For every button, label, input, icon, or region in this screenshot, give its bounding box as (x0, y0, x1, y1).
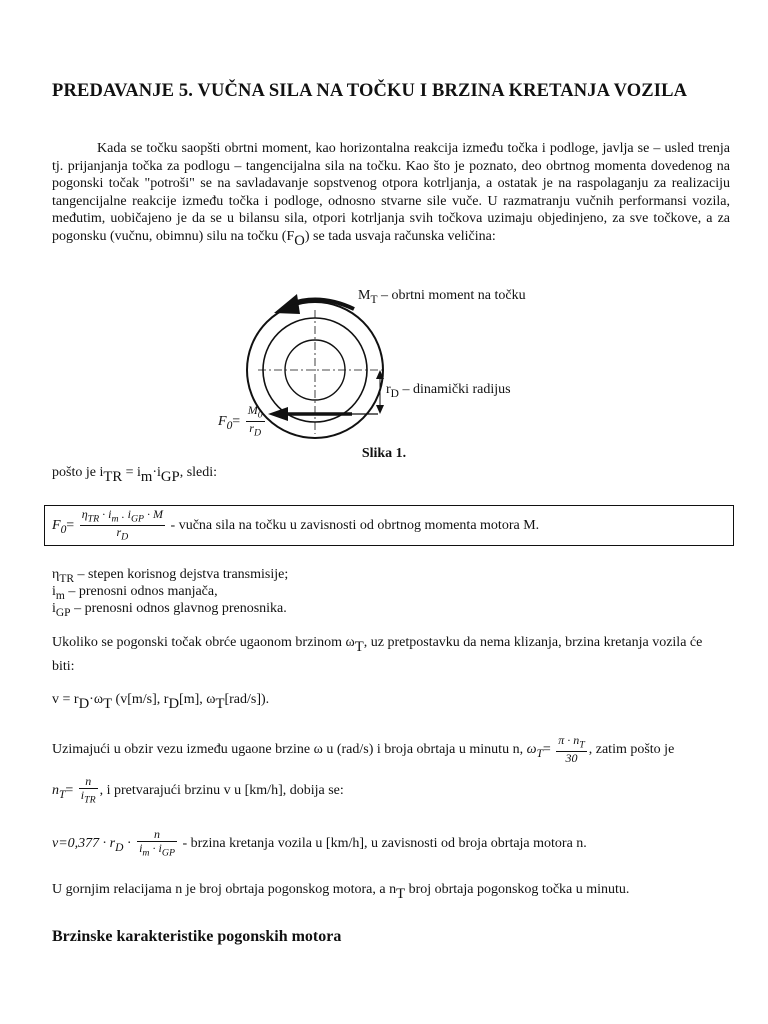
legend-igp-text: – prenosni odnos glavnog prenosnika. (70, 601, 287, 616)
uzimajuci-omega: ω (526, 741, 537, 757)
legend-eta (52, 567, 288, 585)
f0-figure-formula (218, 404, 267, 440)
v2-den-igp-sub: GP (161, 847, 175, 859)
box-igp-sub: GP (130, 513, 145, 525)
nt-den: i (80, 788, 85, 802)
uzimajuci-equals: = (542, 741, 551, 757)
radius-arrowhead-bottom (376, 405, 384, 414)
v-text-3: (v[m/s], r (112, 692, 169, 707)
v-text-4: [m], ω (179, 692, 216, 707)
figure-caption: Slika 1. (361, 446, 407, 461)
v2-num: n (137, 828, 177, 842)
v2-den-im-sub: m (142, 847, 150, 859)
legend-im-symbol: i (52, 584, 56, 599)
uzimajuci-num: π · n (558, 733, 580, 747)
force-arrowhead (268, 407, 288, 421)
mt-label (358, 288, 526, 306)
uzimajuci-omega-sub: T (536, 747, 543, 760)
rd-label (386, 382, 511, 400)
box-eta: η (81, 507, 88, 521)
v-text-1: v = r (52, 692, 79, 707)
f0-numerator-sub: 0 (257, 409, 263, 421)
rd-symbol: r (386, 382, 391, 397)
box-im: · i (99, 507, 112, 521)
nt-equals: = (65, 782, 74, 798)
posto-sub-3: GP (160, 469, 180, 486)
intro-text-2: ) se tada usvaja računska veličina: (304, 228, 496, 244)
legend-igp-sub: GP (55, 607, 71, 620)
nt-symbol: n (52, 782, 59, 798)
nt-fraction (79, 775, 98, 806)
ukoliko-line-2: biti: (52, 659, 75, 674)
nt-sub: T (59, 788, 66, 801)
f0-subscript: 0 (226, 420, 233, 433)
f0-equals: = (232, 414, 241, 430)
ukoliko-sub: T (354, 639, 364, 656)
ukoliko-text-2: , uz pretpostavku da nema klizanja, brzina kretanja vozila će (363, 635, 703, 650)
v-formula (52, 692, 269, 713)
legend-eta-symbol: η (52, 567, 60, 582)
v2-dot: · (123, 835, 136, 851)
box-rd-sub: D (121, 531, 129, 543)
v-kmh-formula (52, 828, 587, 859)
v2-lhs-sub: D (115, 841, 124, 854)
v2-den-im: i (139, 841, 143, 855)
legend-eta-sub: TR (59, 573, 74, 586)
uzimajuci-num-sub: T (579, 739, 585, 751)
gornjim-text-1: U gornjim relacijama n je broj obrtaja pogonskog motora, a n (52, 882, 397, 897)
page-title: PREDAVANJE 5. VUČNA SILA NA TOČKU I BRZINA KRETANJA VOZILA (52, 81, 688, 101)
gornjim-text-2: broj obrtaja pogonskog točka u minutu. (405, 882, 630, 897)
nt-den-sub: TR (84, 794, 96, 806)
gornjim-sub: T (396, 886, 406, 903)
legend-im-text: – prenosni odnos manjača, (64, 584, 218, 599)
posto-line (52, 465, 217, 486)
v2-fraction (137, 828, 177, 859)
posto-text-3: ·i (152, 465, 161, 480)
v2-den-igp: · i (149, 841, 162, 855)
v2-text: - brzina kretanja vozila u [km/h], u zavisnosti od broja obrtaja motora n. (178, 835, 587, 851)
v-text-2: ·ω (89, 692, 104, 707)
posto-sub-2: m (140, 469, 153, 486)
intro-paragraph (52, 140, 730, 251)
uzimajuci-text-2: , zatim pošto je (588, 741, 675, 757)
legend-im (52, 584, 218, 602)
v-sub-2: T (103, 696, 113, 713)
uzimajuci-text-1: Uzimajući u obzir vezu između ugaone brzine ω u (rad/s) i broja obrtaja u minutu n, (52, 741, 527, 757)
box-f-symbol: F (52, 518, 61, 534)
f0-fraction (246, 404, 265, 440)
rd-subscript: D (390, 388, 399, 401)
ukoliko-text-1: Ukoliko se pogonski točak obrće ugaonom brzinom ω (52, 635, 355, 650)
box-f-sub: 0 (60, 524, 67, 537)
traction-force-formula (52, 508, 539, 544)
mt-symbol: M (358, 288, 371, 303)
v-sub-3: D (168, 696, 180, 713)
v-sub-1: D (78, 696, 90, 713)
posto-text-2: = i (122, 465, 141, 480)
uzimajuci-den: 30 (565, 751, 578, 766)
f0-denominator: r (249, 421, 254, 436)
nt-line (52, 775, 344, 806)
box-eta-sub: TR (87, 513, 100, 525)
nt-num: n (79, 775, 98, 789)
ukoliko-line-1 (52, 635, 702, 656)
box-igp: . i (118, 507, 131, 521)
posto-sub-1: TR (103, 469, 123, 486)
intro-text-sub: O (294, 233, 305, 250)
uzimajuci-fraction (556, 734, 586, 765)
v2-lhs: v=0,377 · r (52, 835, 116, 851)
section-heading: Brzinske karakteristike pogonskih motora (52, 928, 342, 945)
box-description: - vučna sila na točku u zavisnosti od obrtnog momenta motora M. (170, 518, 540, 534)
f0-numerator: M (247, 403, 258, 417)
posto-text-4: , sledi: (179, 465, 218, 480)
legend-igp-symbol: i (52, 601, 56, 616)
mt-subscript: T (370, 294, 378, 307)
box-rd: r (116, 525, 122, 540)
posto-text-1: pošto je i (52, 465, 104, 480)
gornjim-line (52, 882, 629, 903)
f0-symbol: F (218, 414, 227, 430)
uzimajuci-line (52, 734, 674, 765)
box-fraction (80, 508, 165, 544)
box-m: · M (144, 507, 164, 521)
mt-description: – obrtni moment na točku (377, 288, 526, 303)
box-equals: = (66, 518, 75, 534)
legend-igp (52, 601, 287, 619)
nt-text: , i pretvarajući brzinu v u [km/h], dobija se: (99, 782, 344, 798)
box-im-sub: m (111, 513, 119, 525)
f0-denominator-sub: D (253, 427, 262, 439)
rd-description: – dinamički radijus (398, 382, 511, 397)
intro-text-1: Kada se točku saopšti obrtni moment, kao horizontalna reakcija između točka i podloge, javlja se – usled trenja tj. prijanjanja točka za podlogu – tangencijalna sila na točku. Kao što je poznato, deo obrtnog momenta dovedenog na pogonski točak "potroši" se na savladavanje sopstvenog otpora kotrljanja, a ostatak je na raspolaganju za realizaciju tangencijalne reakcije između točka i podloge, odnosno stvarne sile vuče. U razmatranju vučnih performansi vozila, međutim, uobičajeno je da se u bilansu sila, otpori kotrljanja svih točkova uzimaju objedinjeno, za sve točkove, a za pogonsku (vučnu, obimnu) silu na točku (F (52, 141, 730, 244)
legend-eta-text: – stepen korisnog dejstva transmisije; (73, 567, 289, 582)
v-sub-4: T (215, 696, 225, 713)
v-text-5: [rad/s]). (224, 692, 270, 707)
legend-im-sub: m (55, 590, 65, 603)
